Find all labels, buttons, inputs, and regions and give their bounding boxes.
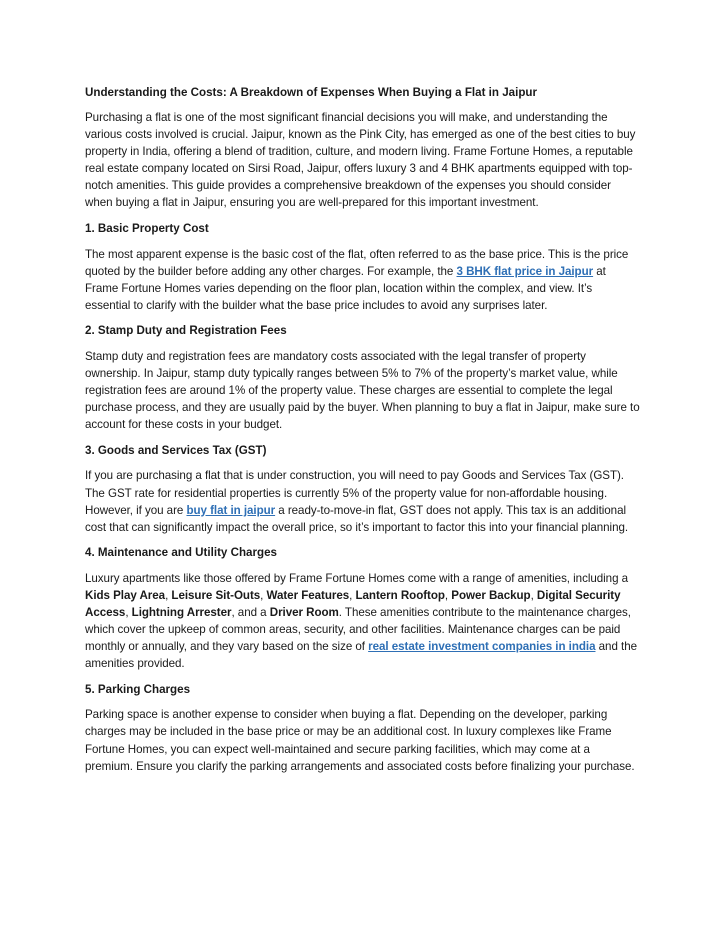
- amenity-leisure-sit-outs: Leisure Sit-Outs: [171, 588, 261, 602]
- text-span: . These amenities contribute to the maintenance charges, which cover the upkeep of common areas, security, and other facilities. Maintenance charges can be paid monthly or annually, and they vary based on the size of: [85, 605, 631, 654]
- section-heading-maintenance: 4. Maintenance and Utility Charges: [85, 546, 277, 560]
- link-3bhk-flat-price[interactable]: 3 BHK flat price in Jaipur: [456, 264, 594, 278]
- document-title: Understanding the Costs: A Breakdown of Expenses When Buying a Flat in Jaipur: [85, 86, 537, 99]
- separator: ,: [165, 588, 172, 602]
- section-paragraph-parking: Parking space is another expense to consider when buying a flat. Depending on the developer, parking charges may be included in the base price or may be an additional cost. In luxury complexes like Frame Fortune Homes, you can expect well-maintained and secure parking facilities, which may come at a premium. Ensure you clarify the parking arrangements and associated costs before finalizing your purchase.: [85, 708, 635, 773]
- separator: ,: [260, 588, 267, 602]
- text-span: at Frame Fortune Homes varies depending on the floor plan, location within the complex, and view. It’s essential to clarify with the builder what the base price includes to avoid any surprises later.: [85, 264, 606, 312]
- amenity-lantern-rooftop: Lantern Rooftop: [355, 588, 445, 602]
- amenity-kids-play-area: Kids Play Area: [85, 588, 166, 602]
- text-span: The most apparent expense is the basic cost of the flat, often referred to as the base price. This is the price quoted by the builder before adding any other charges. For example, the: [85, 247, 629, 278]
- separator: , and a: [231, 605, 270, 619]
- section-paragraph-gst: [85, 467, 640, 535]
- separator: ,: [349, 588, 356, 602]
- text-span: Luxury apartments like those offered by Frame Fortune Homes come with a range of amenities, including a: [85, 571, 629, 585]
- amenity-digital-security-access: Digital Security Access: [85, 588, 621, 619]
- section-heading-basic-cost: 1. Basic Property Cost: [85, 222, 209, 236]
- text-span: a ready-to-move-in flat, GST does not apply. This tax is an additional cost that can significantly impact the overall price, so it’s important to factor this into your financial planning.: [85, 503, 629, 534]
- section-heading-parking: 5. Parking Charges: [85, 682, 191, 696]
- intro-paragraph: Purchasing a flat is one of the most significant financial decisions you will make, and understanding the various costs involved is crucial. Jaipur, known as the Pink City, has emerged as one of the best cities to buy property in India, offering a blend of tradition, culture, and modern living. Frame Fortune Homes, a reputable real estate company located on Sirsi Road, Jaipur, offers luxury 3 and 4 BHK apartments equipped with top-notch amenities. This guide provides a comprehensive breakdown of the expenses you should consider when buying a flat in Jaipur, ensuring you are well-prepared for this important investment.: [85, 111, 636, 210]
- section-paragraph-basic-cost: [85, 246, 640, 314]
- text-span: If you are purchasing a flat that is under construction, you will need to pay Goods and Services Tax (GST). The GST rate for residential properties is currently 5% of the property value for non-affordable housing. However, if you are: [85, 469, 624, 517]
- section-paragraph-stamp-duty: Stamp duty and registration fees are mandatory costs associated with the legal transfer of property ownership. In Jaipur, stamp duty typically ranges between 5% to 7% of the property’s market value, while registration fees are around 1% of the property value. These charges are essential to complete the legal purchase process, and they are usually paid by the buyer. When planning to buy a flat in Jaipur, make sure to account for these costs in your budget.: [85, 349, 640, 432]
- amenity-driver-room: Driver Room: [269, 605, 339, 619]
- text-span: and the amenities provided.: [85, 640, 637, 671]
- link-buy-flat-jaipur[interactable]: buy flat in jaipur: [186, 503, 276, 517]
- amenity-power-backup: Power Backup: [451, 588, 531, 602]
- amenity-water-features: Water Features: [266, 588, 350, 602]
- section-heading-gst: 3. Goods and Services Tax (GST): [85, 443, 267, 457]
- amenity-lightning-arrester: Lightning Arrester: [131, 605, 232, 619]
- separator: ,: [530, 588, 537, 602]
- separator: ,: [444, 588, 452, 602]
- section-paragraph-maintenance: [85, 570, 640, 673]
- separator: ,: [125, 605, 132, 619]
- section-heading-stamp-duty: 2. Stamp Duty and Registration Fees: [85, 324, 287, 338]
- link-real-estate-investment[interactable]: real estate investment companies in india: [368, 640, 596, 654]
